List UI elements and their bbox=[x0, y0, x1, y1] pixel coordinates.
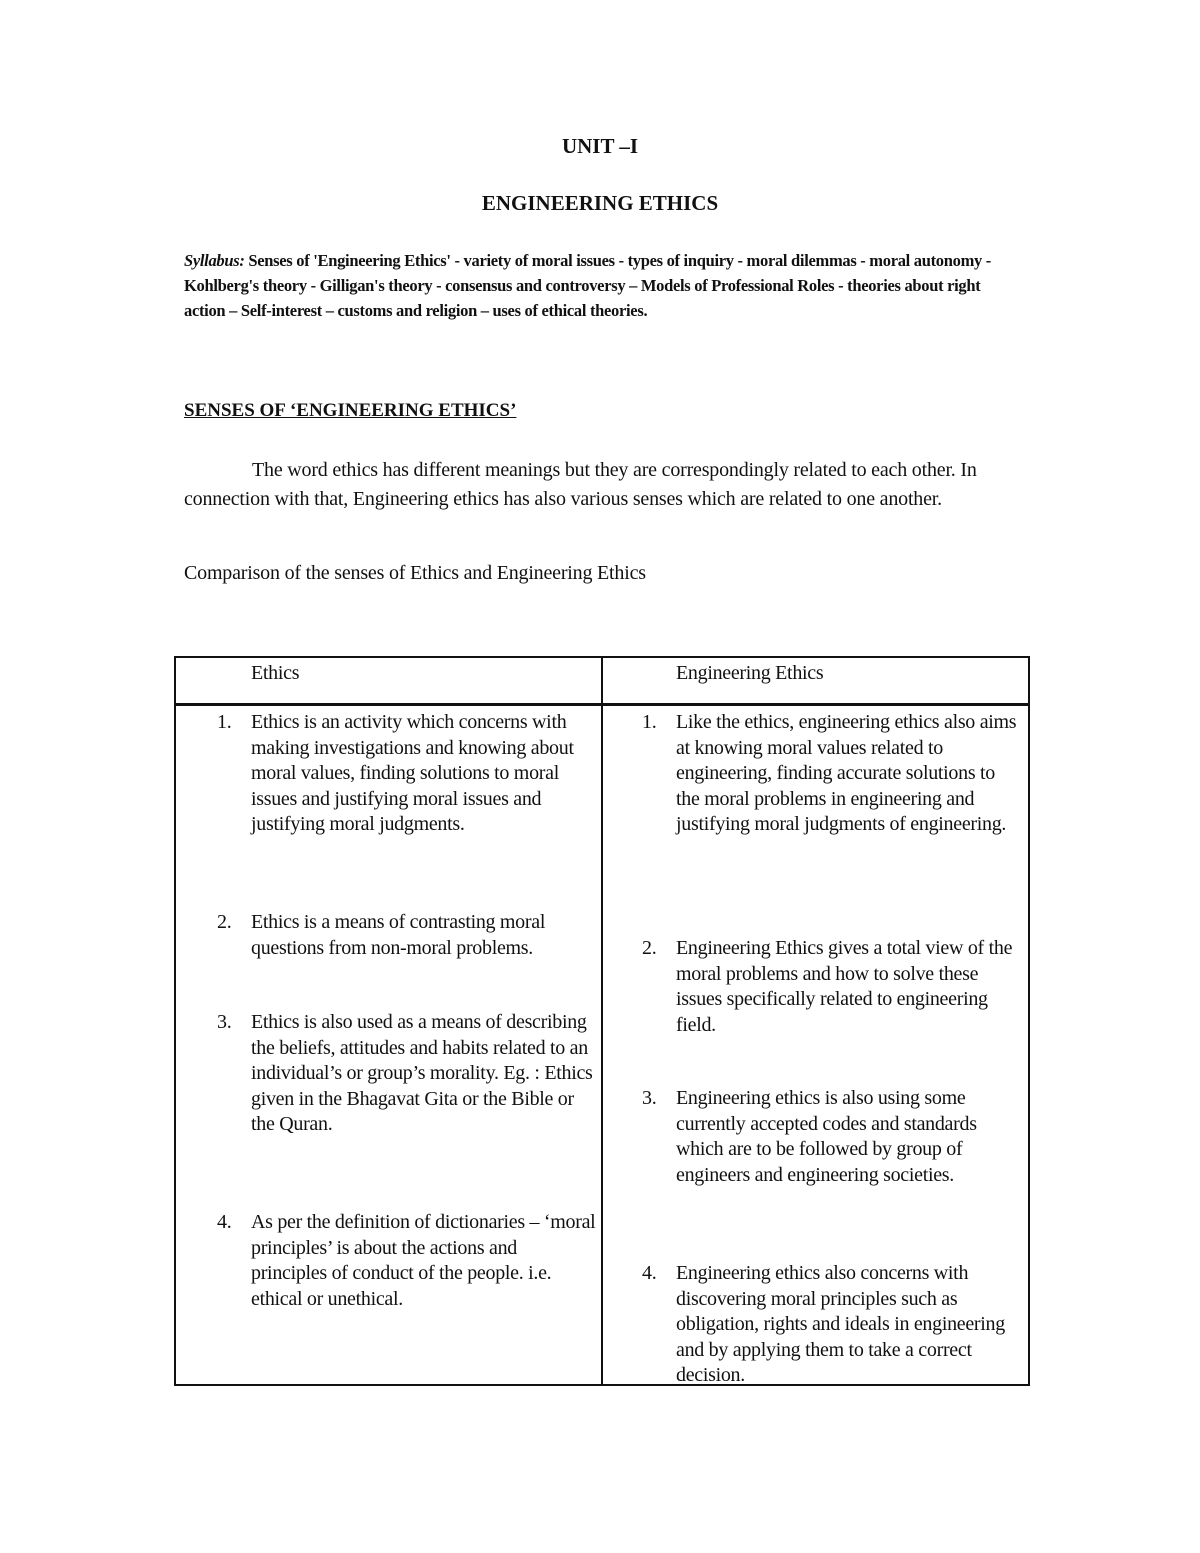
item-number: 1. bbox=[217, 711, 232, 733]
item-number: 4. bbox=[642, 1262, 657, 1284]
item-number: 1. bbox=[642, 711, 657, 733]
item-text: Ethics is a means of contrasting moral questions from non-moral problems. bbox=[251, 911, 546, 959]
item-number: 2. bbox=[642, 937, 657, 959]
syllabus-label: Syllabus: bbox=[184, 251, 245, 270]
engineering-ethics-item bbox=[642, 1261, 1021, 1389]
engineering-ethics-item bbox=[642, 1086, 1021, 1188]
column-divider bbox=[601, 658, 603, 1384]
syllabus-paragraph bbox=[184, 248, 1014, 323]
ethics-item bbox=[217, 910, 596, 961]
item-text: Engineering Ethics gives a total view of the moral problems and how to solve these issues specifically related to engineering field. bbox=[676, 937, 1013, 1036]
page-title: ENGINEERING ETHICS bbox=[481, 191, 719, 215]
item-number: 3. bbox=[642, 1087, 657, 1109]
ethics-item bbox=[217, 1010, 596, 1138]
unit-title: UNIT –I bbox=[561, 134, 639, 158]
section-heading: SENSES OF ‘ENGINEERING ETHICS’ bbox=[184, 400, 517, 421]
item-text: Like the ethics, engineering ethics also aims at knowing moral values related to engineering, finding accurate solutions to the moral problems in engineering and justifying moral judgments of engineering. bbox=[676, 711, 1017, 835]
item-text: Engineering ethics also concerns with discovering moral principles such as obligation, rights and ideals in engineering and by applying them to take a correct decision. bbox=[676, 1262, 1005, 1386]
item-number: 4. bbox=[217, 1211, 232, 1233]
engineering-ethics-item bbox=[642, 936, 1021, 1038]
item-text: Ethics is an activity which concerns with making investigations and knowing about moral values, finding solutions to moral issues and justifying moral issues and justifying moral judgments. bbox=[251, 711, 574, 835]
item-number: 2. bbox=[217, 911, 232, 933]
ethics-item bbox=[217, 710, 596, 838]
header-divider bbox=[176, 703, 1028, 706]
intro-paragraph: The word ethics has different meanings but they are correspondingly related to each other. In connection with that, Engineering ethics has also various senses which are related to one another. bbox=[184, 459, 977, 510]
item-number: 3. bbox=[217, 1011, 232, 1033]
item-text: As per the definition of dictionaries – ‘moral principles’ is about the actions and principles of conduct of the people. i.e. ethical or unethical. bbox=[251, 1211, 596, 1310]
column-header-engineering-ethics: Engineering Ethics bbox=[676, 662, 824, 684]
engineering-ethics-item bbox=[642, 710, 1021, 838]
comparison-table bbox=[174, 656, 1030, 1386]
table-caption: Comparison of the senses of Ethics and Engineering Ethics bbox=[184, 562, 646, 584]
item-text: Engineering ethics is also using some currently accepted codes and standards which are to be followed by group of engineers and engineering societies. bbox=[676, 1087, 977, 1186]
ethics-item bbox=[217, 1210, 596, 1312]
syllabus-text: Senses of 'Engineering Ethics' - variety of moral issues - types of inquiry - moral dilemmas - moral autonomy - Kohlberg's theory - Gilligan's theory - consensus and controversy – Models of Professional Roles - theories about right action – Self-interest – customs and religion – uses of ethical theories. bbox=[184, 251, 991, 320]
column-header-ethics: Ethics bbox=[251, 662, 300, 684]
item-text: Ethics is also used as a means of describing the beliefs, attitudes and habits related to an individual’s or group’s morality. Eg. : Ethics given in the Bhagavat Gita or the Bible or the Quran. bbox=[251, 1011, 593, 1135]
